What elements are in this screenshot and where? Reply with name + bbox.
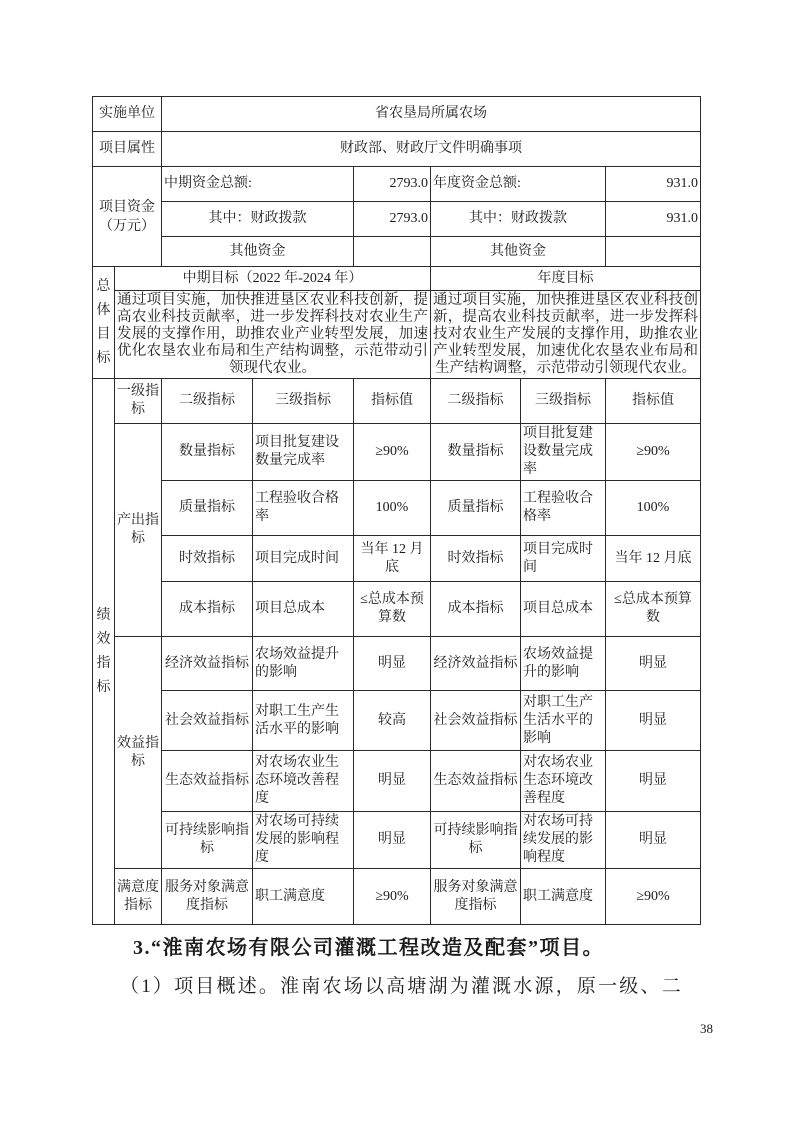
indicator-cell: 服务对象满意度指标 [431, 869, 521, 925]
overall-goal-label-text: 总体目标 [96, 278, 111, 366]
indicator-cell: 社会效益指标 [431, 691, 521, 751]
indicator-cell: 成本指标 [431, 582, 521, 637]
funding-label-line1: 项目资金 [99, 199, 155, 215]
indicator-cell: 工程验收合格率 [521, 481, 606, 536]
indicator-cell: 项目总成本 [521, 582, 606, 637]
indicator-cell: 质量指标 [431, 481, 521, 536]
indicator-cell: 服务对象满意度指标 [162, 869, 253, 925]
project-summary-table [92, 96, 701, 925]
header-level2-annual: 二级指标 [431, 379, 521, 424]
group-output-label: 产出指标 [115, 424, 162, 637]
indicator-cell: 项目总成本 [253, 582, 354, 637]
indicator-cell: 项目批复建设数量完成率 [521, 424, 606, 481]
table-row [93, 637, 701, 691]
annual-fiscal-label: 其中：财政拨款 [431, 202, 606, 237]
table-row [93, 237, 701, 267]
group-benefit-label: 效益指标 [115, 637, 162, 869]
mid-other-label: 其他资金 [162, 237, 354, 267]
attribute-value: 财政部、财政厅文件明确事项 [162, 132, 701, 167]
annual-goal-text: 通过项目实施，加快推进垦区农业科技创新，提高农业科技贡献率，进一步发挥科技对农业生产发展的支撑作用，助推农业产业转型发展，加速优化农垦农业布局和生产结构调整，示范带动引领现代农业。 [431, 291, 701, 379]
mid-goal-text: 通过项目实施，加快推进垦区农业科技创新，提高农业科技贡献率，进一步发挥科技对农业生产发展的支撑作用，助推农业产业转型发展，加速优化农垦农业布局和生产结构调整，示范带动引领现代农业。 [115, 291, 431, 379]
indicator-cell: 项目完成时间 [521, 536, 606, 582]
indicator-cell: 对农场可持续发展的影响程度 [521, 812, 606, 869]
table-row [93, 202, 701, 237]
indicator-cell: 农场效益提升的影响 [253, 637, 354, 691]
table-row [93, 379, 701, 424]
table-row [93, 267, 701, 291]
table-row [93, 691, 701, 751]
section-heading: 3.“淮南农场有限公司灌溉工程改造及配套”项目。 [133, 937, 604, 959]
indicator-cell: 项目批复建设数量完成率 [253, 424, 354, 481]
mid-fiscal-label: 其中：财政拨款 [162, 202, 354, 237]
indicator-cell: 工程验收合格率 [253, 481, 354, 536]
indicator-cell: 质量指标 [162, 481, 253, 536]
indicator-cell: 对职工生产生活水平的影响 [253, 691, 354, 751]
indicator-cell: 生态效益指标 [162, 751, 253, 812]
annual-fiscal-value: 931.0 [606, 202, 701, 237]
mid-total-label: 中期资金总额: [162, 167, 354, 202]
indicator-cell: 可持续影响指标 [162, 812, 253, 869]
indicator-cell: 对农场可持续发展的影响程度 [253, 812, 354, 869]
indicator-cell: 可持续影响指标 [431, 812, 521, 869]
indicator-cell: ≤总成本预算数 [606, 582, 701, 637]
table-row [93, 97, 701, 132]
indicator-cell: 项目完成时间 [253, 536, 354, 582]
indicator-cell: 数量指标 [431, 424, 521, 481]
indicator-cell: 明显 [606, 812, 701, 869]
table-row [93, 812, 701, 869]
header-value-mid: 指标值 [354, 379, 431, 424]
indicator-cell: 100% [354, 481, 431, 536]
table-row [93, 167, 701, 202]
indicator-cell: 对农场农业生态环境改善程度 [253, 751, 354, 812]
indicator-cell: 明显 [606, 691, 701, 751]
impl-unit-value: 省农垦局所属农场 [162, 97, 701, 132]
indicator-cell: 明显 [606, 637, 701, 691]
annual-other-value [606, 237, 701, 267]
annual-total-label: 年度资金总额: [431, 167, 606, 202]
mid-fiscal-value: 2793.0 [354, 202, 431, 237]
overall-goal-label [93, 267, 115, 379]
header-level3-annual: 三级指标 [521, 379, 606, 424]
indicator-cell: 对职工生产生活水平的影响 [521, 691, 606, 751]
funding-label-line2: （万元） [99, 218, 155, 234]
table-row [93, 869, 701, 925]
group-satisfaction-label: 满意度指标 [115, 869, 162, 925]
mid-goal-header: 中期目标（2022 年-2024 年） [115, 267, 431, 291]
perf-indicator-label-text: 绩效指标 [96, 607, 111, 695]
indicator-cell: 对农场农业生态环境改善程度 [521, 751, 606, 812]
indicator-cell: 经济效益指标 [162, 637, 253, 691]
indicator-cell: 职工满意度 [521, 869, 606, 925]
table-row [93, 291, 701, 379]
annual-goal-header: 年度目标 [431, 267, 701, 291]
indicator-cell: 100% [606, 481, 701, 536]
indicator-cell: 社会效益指标 [162, 691, 253, 751]
indicator-cell: 时效指标 [431, 536, 521, 582]
indicator-cell: 较高 [354, 691, 431, 751]
indicator-cell: ≥90% [354, 424, 431, 481]
indicator-cell: ≥90% [354, 869, 431, 925]
page-number: 38 [700, 1021, 713, 1036]
indicator-cell: 明显 [354, 637, 431, 691]
indicator-cell: 当年 12 月底 [354, 536, 431, 582]
perf-indicator-label [93, 379, 115, 925]
indicator-cell: 数量指标 [162, 424, 253, 481]
mid-total-value: 2793.0 [354, 167, 431, 202]
indicator-cell: 明显 [354, 751, 431, 812]
indicator-cell: 当年 12 月底 [606, 536, 701, 582]
indicator-cell: 成本指标 [162, 582, 253, 637]
attribute-label: 项目属性 [93, 132, 162, 167]
table-row [93, 582, 701, 637]
table-row [93, 424, 701, 481]
indicator-cell: ≥90% [606, 424, 701, 481]
impl-unit-label: 实施单位 [93, 97, 162, 132]
table-row [93, 536, 701, 582]
indicator-cell: 职工满意度 [253, 869, 354, 925]
indicator-cell: 生态效益指标 [431, 751, 521, 812]
header-level3-mid: 三级指标 [253, 379, 354, 424]
indicator-cell: 明显 [606, 751, 701, 812]
body-paragraph: （1）项目概述。淮南农场以高塘湖为灌溉水源，原一级、二 [120, 976, 683, 997]
annual-total-value: 931.0 [606, 167, 701, 202]
header-value-annual: 指标值 [606, 379, 701, 424]
indicator-cell: 经济效益指标 [431, 637, 521, 691]
header-level2-mid: 二级指标 [162, 379, 253, 424]
annual-other-label: 其他资金 [431, 237, 606, 267]
table-row [93, 751, 701, 812]
mid-other-value [354, 237, 431, 267]
indicator-cell: ≥90% [606, 869, 701, 925]
table-row [93, 481, 701, 536]
indicator-cell: 明显 [354, 812, 431, 869]
header-level1: 一级指标 [115, 379, 162, 424]
funding-label [93, 167, 162, 267]
indicator-cell: ≤总成本预算数 [354, 582, 431, 637]
table-row [93, 132, 701, 167]
indicator-cell: 时效指标 [162, 536, 253, 582]
indicator-cell: 农场效益提升的影响 [521, 637, 606, 691]
